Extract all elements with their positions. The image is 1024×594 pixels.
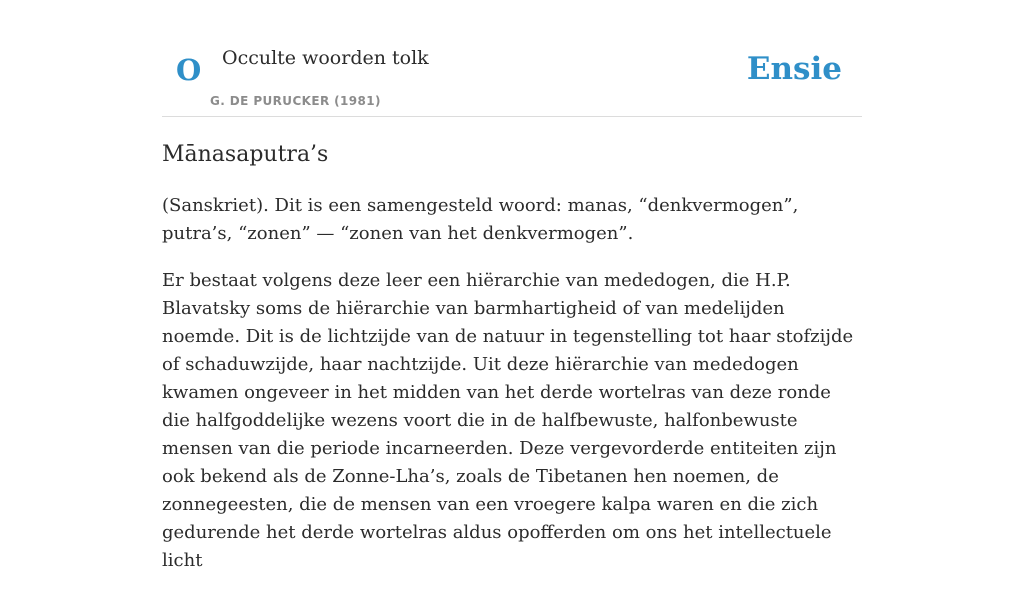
entry-body (162, 192, 862, 594)
page (162, 0, 862, 571)
index-letter[interactable]: O (176, 53, 202, 87)
entry-paragraph: Er bestaat volgens deze leer een hiërarchie van mededogen, die H.P. Blavatsky soms de hiërarchie van barmhartigheid of van medelijden noemde. Dit is de lichtzijde van de natuur in tegenstelling tot haar stofzijde of schaduwzijde, haar nachtzijde. Uit deze hiërarchie van mededogen kwamen ongeveer in het midden van het derde wortelras van deze ronde die halfgoddelijke wezens voort die in de halfbewuste, halfonbewuste mensen van die periode incarneerden. Deze vergevorderde entiteiten zijn ook bekend als de Zonne-Lha’s, zoals de Tibetanen hen noemen, de zonnegeesten, die de mensen van een vroegere kalpa waren en die zich gedurende het derde wortelras aldus opofferden om ons het intellectuele licht (162, 270, 854, 571)
entry-paragraph: (Sanskriet). Dit is een samengesteld woord: manas, “denkvermogen”, putra’s, “zonen” — “zonen van het denkvermogen”. (162, 195, 799, 244)
book-title[interactable]: Occulte woorden tolk (222, 47, 429, 69)
header (162, 0, 862, 117)
book-author: G. DE PURUCKER (1981) (210, 94, 381, 108)
entry-title: Mānasaputra’s (162, 142, 329, 167)
ensie-logo-link[interactable]: Ensie (746, 51, 842, 87)
